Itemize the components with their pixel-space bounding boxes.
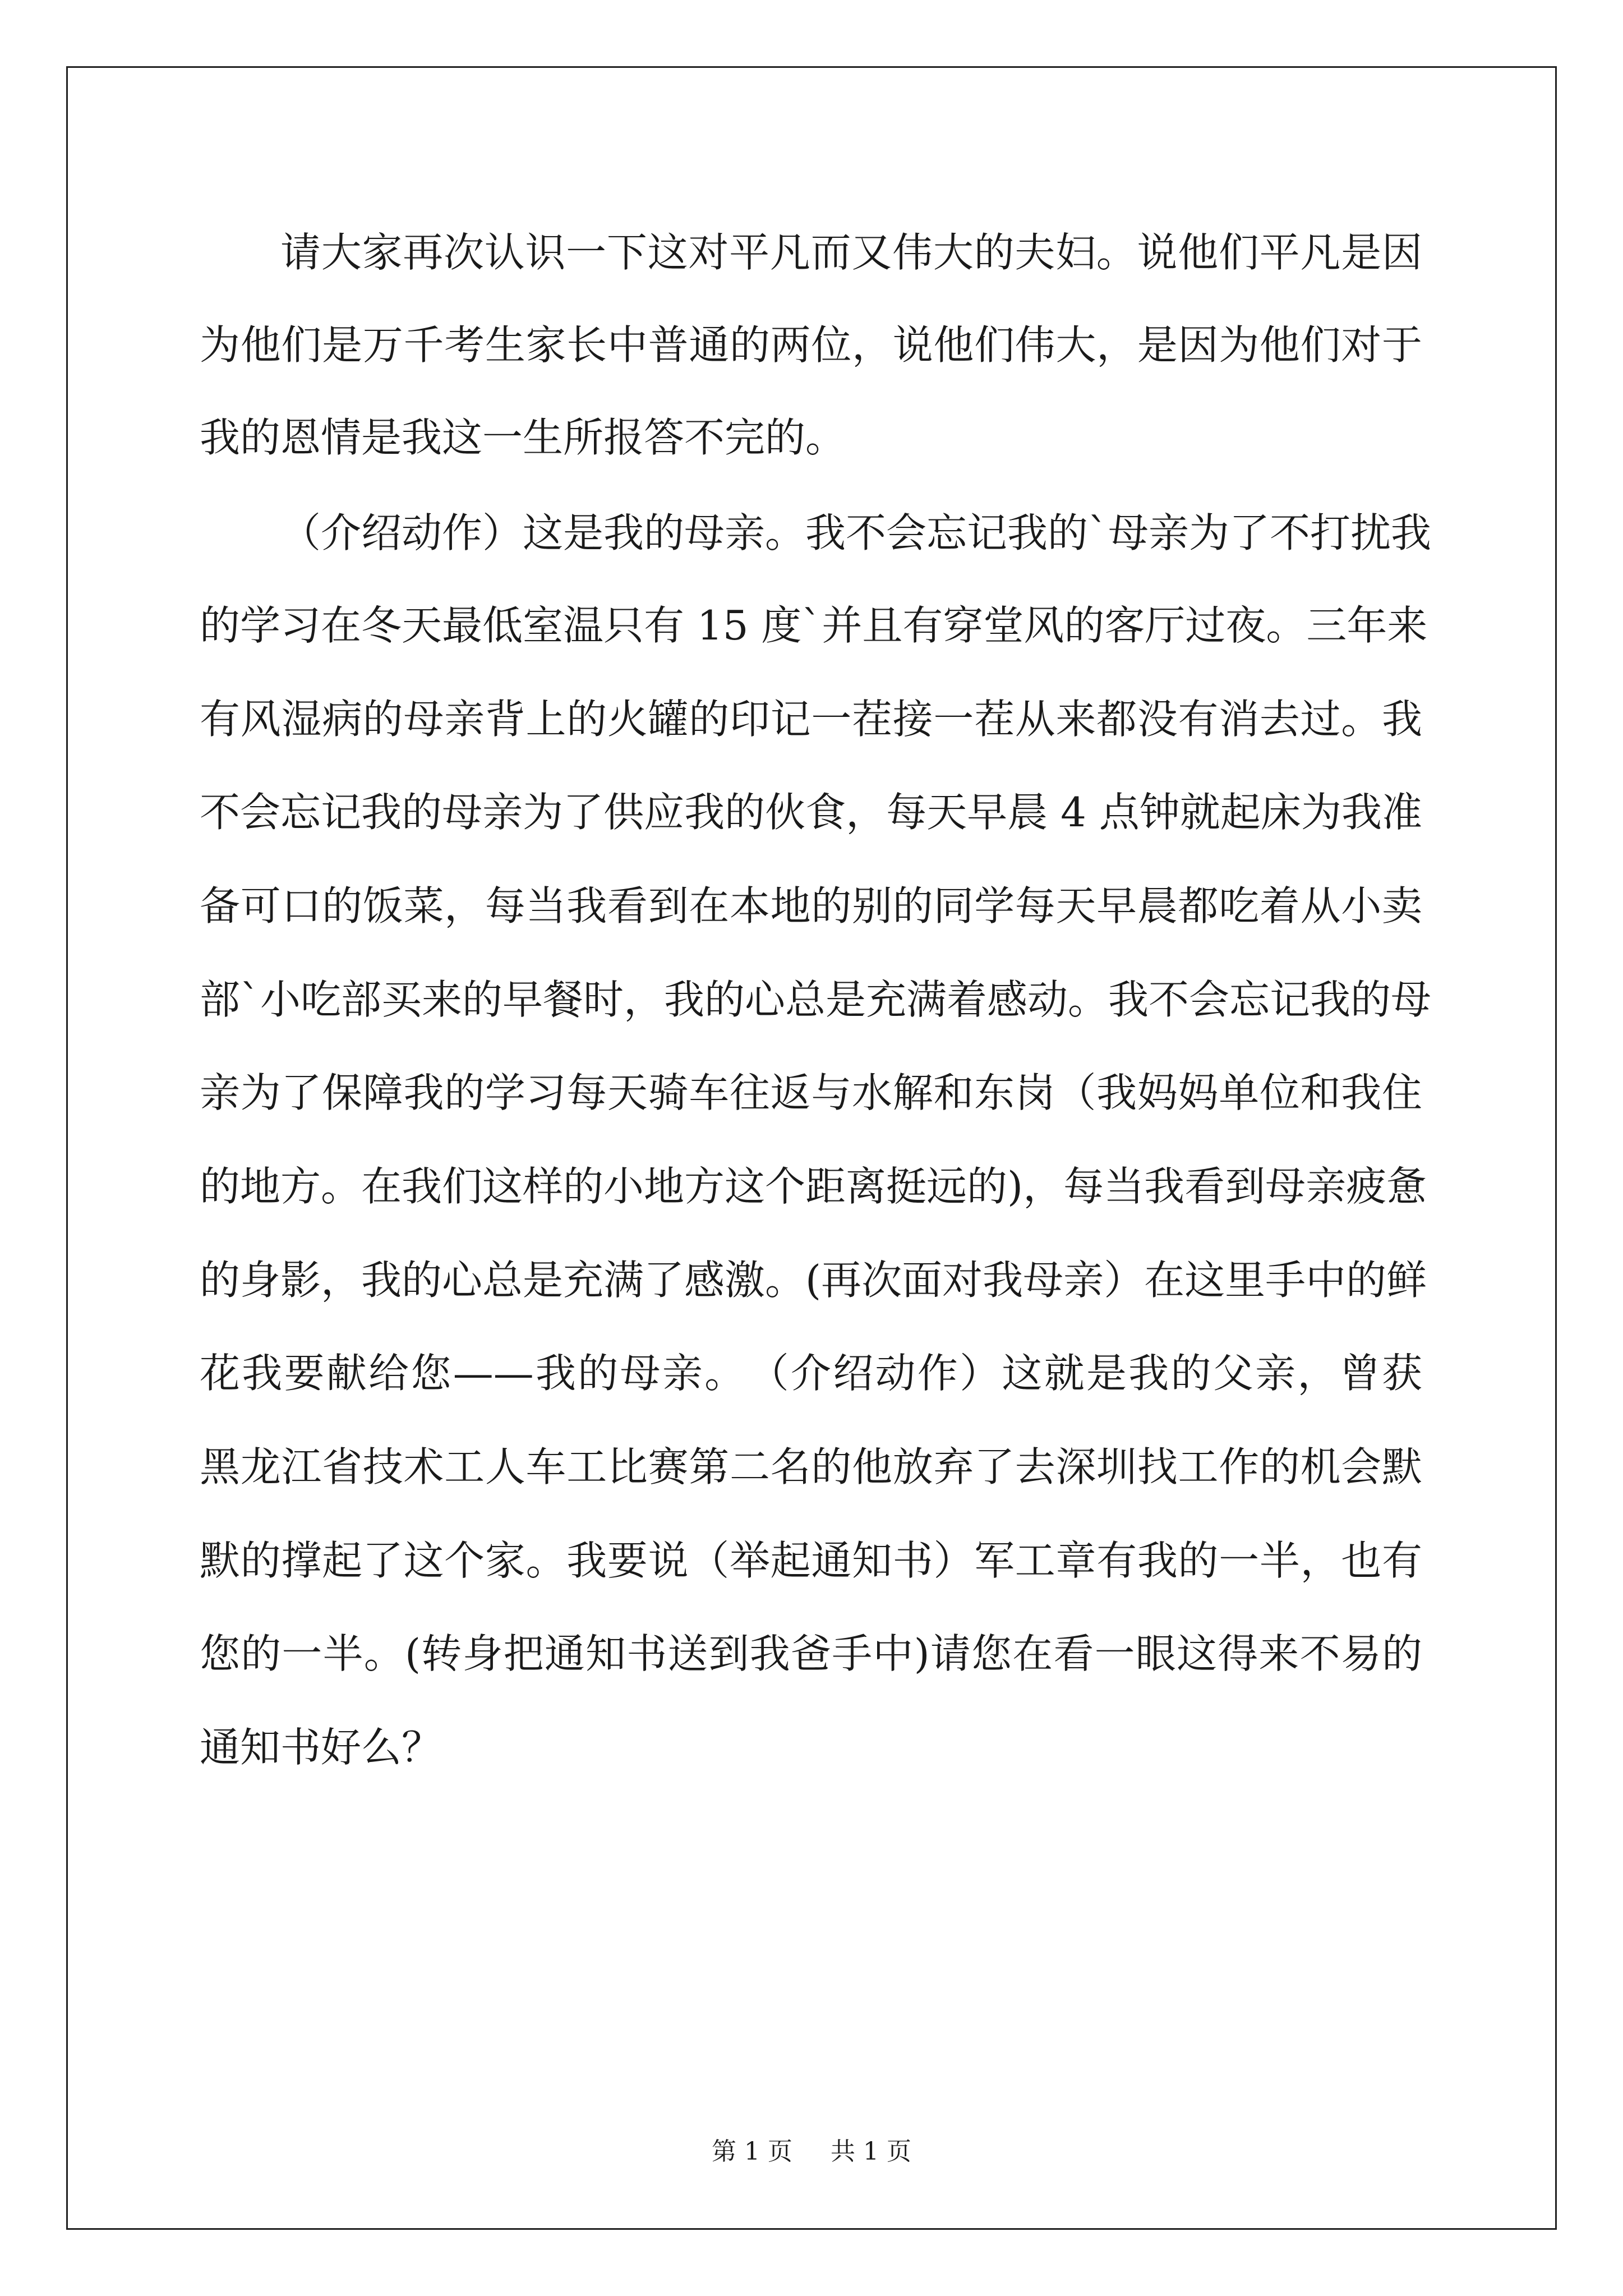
page-footer xyxy=(0,2135,1623,2169)
paragraph-1-line-3: 我的恩情是我这一生所报答不完的。 xyxy=(200,414,846,461)
paragraph-2-line-11: 黑龙江省技术工人车工比赛第二名的他放弃了去深圳找工作的机会默 xyxy=(200,1443,1422,1490)
paragraph-2-line-8: 的地方。在我们这样的小地方这个距离挺远的)，每当我看到母亲疲惫 xyxy=(200,1163,1427,1210)
text-line xyxy=(0,779,1623,846)
paragraph-1-line-1: 请大家再次认识一下这对平凡而又伟大的夫妇。说他们平凡是因 xyxy=(280,229,1422,276)
paragraph-2-line-3: 有风湿病的母亲背上的火罐的印记一茬接一茬从来都没有消去过。我 xyxy=(200,696,1422,743)
paragraph-2-line-5: 备可口的饭菜，每当我看到在本地的别的同学每天早晨都吃着从小卖 xyxy=(200,882,1422,930)
text-line xyxy=(0,499,1623,567)
total-pages: 共 1 页 xyxy=(831,2137,911,2166)
paragraph-2-line-12: 默的撑起了这个家。我要说（举起通知书）军工章有我的一半，也有 xyxy=(200,1537,1422,1584)
text-line xyxy=(0,1714,1623,1781)
paragraph-2-line-7: 亲为了保障我的学习每天骑车往返与水解和东岗（我妈妈单位和我住 xyxy=(200,1069,1422,1116)
text-line xyxy=(0,1620,1623,1687)
paragraph-2-line-9: 的身影，我的心总是充满了感激。(再次面对我母亲）在这里手中的鲜 xyxy=(200,1257,1427,1304)
text-line xyxy=(0,1340,1623,1407)
text-line xyxy=(0,592,1623,659)
paragraph-2-line-2: 的学习在冬天最低室温只有 15 度`并且有穿堂风的客厅过夜。三年来 xyxy=(200,602,1428,649)
text-line xyxy=(0,966,1623,1033)
text-line xyxy=(0,1153,1623,1220)
paragraph-2-line-1: （介绍动作）这是我的母亲。我不会忘记我的`母亲为了不打扰我 xyxy=(280,509,1432,556)
paragraph-1-line-2: 为他们是万千考生家长中普通的两位，说他们伟大，是因为他们对于 xyxy=(200,321,1422,369)
page-number: 第 1 页 xyxy=(712,2137,792,2166)
text-line xyxy=(0,1527,1623,1594)
paragraph-2-line-14: 通知书好么？ xyxy=(200,1724,442,1771)
paragraph-2-line-4: 不会忘记我的母亲为了供应我的伙食，每天早晨 4 点钟就起床为我准 xyxy=(200,789,1422,836)
text-line xyxy=(0,1059,1623,1126)
text-line xyxy=(0,685,1623,753)
paragraph-2-line-6: 部`小吃部买来的早餐时，我的心总是充满着感动。我不会忘记我的母 xyxy=(200,976,1432,1023)
paragraph-2-line-10: 花我要献给您——我的母亲。 （介绍动作）这就是我的父亲，曾获 xyxy=(200,1350,1422,1397)
page-border xyxy=(66,66,1557,2230)
text-line xyxy=(0,219,1623,286)
text-line xyxy=(0,872,1623,940)
paragraph-2-line-13: 您的一半。(转身把通知书送到我爸手中)请您在看一眼这得来不易的 xyxy=(200,1630,1422,1677)
text-line xyxy=(0,1433,1623,1501)
text-line xyxy=(0,311,1623,379)
text-line xyxy=(0,1246,1623,1314)
text-line xyxy=(0,404,1623,471)
